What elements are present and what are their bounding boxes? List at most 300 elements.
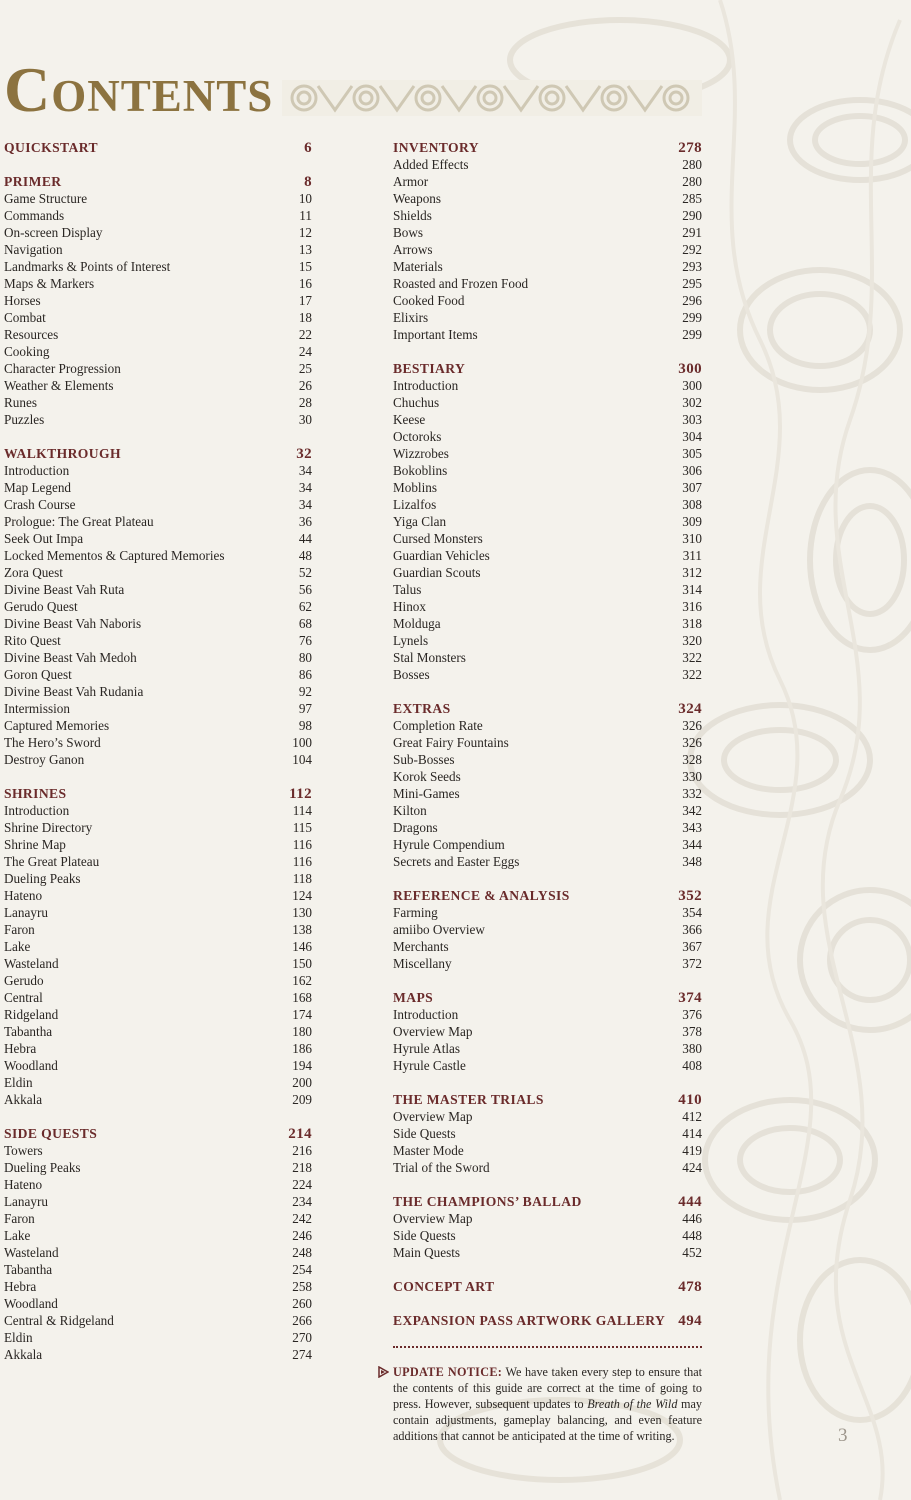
toc-entry[interactable]	[393, 1210, 702, 1227]
entry-page: 11	[299, 208, 312, 223]
entry-label: Cooked Food	[393, 293, 465, 308]
toc-entry[interactable]	[4, 666, 312, 683]
toc-entry[interactable]	[393, 1125, 702, 1142]
toc-section	[4, 445, 312, 768]
entry-label: Hebra	[4, 1279, 37, 1294]
toc-entry[interactable]	[4, 513, 312, 530]
toc-entry[interactable]	[393, 598, 702, 615]
toc-entry[interactable]	[393, 173, 702, 190]
notice-text-after: may contain adjustments, gameplay balancing, and even feature additions that cannot be anticipated at the time of writing.	[393, 1397, 703, 1443]
entry-page: 248	[292, 1245, 312, 1260]
toc-entry[interactable]	[4, 241, 312, 258]
toc-entry[interactable]	[4, 326, 312, 343]
entry-page: 30	[298, 412, 312, 427]
entry-label: Shrine Directory	[4, 820, 93, 835]
toc-entry[interactable]	[4, 1346, 312, 1363]
entry-page: 303	[682, 412, 702, 427]
entry-page: 246	[292, 1228, 312, 1243]
toc-entry[interactable]	[393, 1142, 702, 1159]
entry-label: Resources	[4, 327, 59, 342]
toc-entry[interactable]	[393, 921, 702, 938]
entry-label: Lake	[4, 1228, 31, 1243]
entry-label: Talus	[393, 582, 422, 597]
entry-label: Shrine Map	[4, 837, 66, 852]
section-heading[interactable]	[4, 139, 312, 156]
toc-section	[393, 989, 702, 1074]
toc-entry[interactable]	[4, 972, 312, 989]
toc-entry[interactable]	[4, 190, 312, 207]
entry-label: Lake	[4, 939, 31, 954]
section-heading[interactable]	[393, 1312, 702, 1329]
toc-entry[interactable]	[393, 207, 702, 224]
toc-entry[interactable]	[4, 955, 312, 972]
toc-entry[interactable]	[4, 530, 312, 547]
entry-page: 115	[292, 820, 312, 835]
entry-label: Destroy Ganon	[4, 752, 85, 767]
section-page: 6	[304, 140, 312, 156]
toc-entry[interactable]	[393, 445, 702, 462]
entry-page: 28	[298, 395, 312, 410]
entry-page: 18	[298, 310, 312, 325]
toc-entry[interactable]	[393, 615, 702, 632]
entry-label: Eldin	[4, 1330, 33, 1345]
toc-entry[interactable]	[393, 632, 702, 649]
entry-label: Hateno	[4, 888, 43, 903]
toc-entry[interactable]	[4, 1244, 312, 1261]
section-heading[interactable]	[393, 887, 702, 904]
entry-page: 34	[298, 497, 312, 512]
entry-page: 209	[292, 1092, 312, 1107]
entry-label: Armor	[393, 174, 429, 189]
toc-entry[interactable]	[4, 989, 312, 1006]
section-heading[interactable]	[393, 360, 702, 377]
entry-label: Guardian Scouts	[393, 565, 481, 580]
entry-label: Rito Quest	[4, 633, 61, 648]
entry-label: Introduction	[393, 1007, 459, 1022]
toc-entry[interactable]	[393, 462, 702, 479]
entry-page: 330	[682, 769, 702, 784]
toc-entry[interactable]	[393, 717, 702, 734]
toc-entry[interactable]	[4, 1210, 312, 1227]
toc-right-column	[393, 139, 702, 1346]
toc-entry[interactable]	[4, 1057, 312, 1074]
toc-entry[interactable]	[4, 700, 312, 717]
toc-entry[interactable]	[4, 462, 312, 479]
toc-entry[interactable]	[393, 581, 702, 598]
toc-entry[interactable]	[4, 717, 312, 734]
entry-page: 17	[298, 293, 312, 308]
entry-page: 322	[682, 650, 702, 665]
toc-entry[interactable]	[4, 1176, 312, 1193]
section-title: REFERENCE & ANALYSIS	[393, 888, 570, 903]
toc-entry[interactable]	[4, 479, 312, 496]
entry-page: 258	[292, 1279, 312, 1294]
toc-entry[interactable]	[4, 411, 312, 428]
toc-entry[interactable]	[393, 428, 702, 445]
toc-entry[interactable]	[4, 547, 312, 564]
entry-page: 295	[682, 276, 702, 291]
toc-entry[interactable]	[4, 836, 312, 853]
entry-label: Game Structure	[4, 191, 88, 206]
entry-label: Akkala	[4, 1092, 43, 1107]
toc-entry[interactable]	[393, 513, 702, 530]
toc-entry[interactable]	[4, 224, 312, 241]
entry-page: 408	[682, 1058, 702, 1073]
toc-entry[interactable]	[4, 1040, 312, 1057]
section-page: 410	[678, 1092, 702, 1108]
entry-label: Puzzles	[4, 412, 45, 427]
entry-page: 116	[292, 854, 312, 869]
section-title: THE CHAMPIONS’ BALLAD	[393, 1194, 582, 1209]
section-title: THE MASTER TRIALS	[393, 1092, 544, 1107]
toc-section	[393, 1193, 702, 1261]
toc-entry[interactable]	[393, 853, 702, 870]
toc-entry[interactable]	[393, 1057, 702, 1074]
toc-section	[393, 1091, 702, 1176]
entry-page: 309	[682, 514, 702, 529]
toc-entry[interactable]	[4, 1295, 312, 1312]
entry-page: 310	[682, 531, 702, 546]
toc-entry[interactable]	[4, 292, 312, 309]
entry-label: Important Items	[393, 327, 478, 342]
entry-label: Moblins	[393, 480, 437, 495]
entry-page: 186	[292, 1041, 312, 1056]
entry-label: Arrows	[393, 242, 433, 257]
toc-entry[interactable]	[4, 870, 312, 887]
entry-page: 304	[682, 429, 702, 444]
entry-page: 412	[682, 1109, 702, 1124]
entry-label: Maps & Markers	[4, 276, 95, 291]
entry-page: 322	[682, 667, 702, 682]
entry-label: Runes	[4, 395, 37, 410]
toc-entry[interactable]	[393, 751, 702, 768]
entry-page: 98	[298, 718, 312, 733]
entry-label: Wizzrobes	[393, 446, 449, 461]
toc-entry[interactable]	[393, 275, 702, 292]
entry-label: Horses	[4, 293, 41, 308]
entry-page: 13	[298, 242, 312, 257]
entry-label: Octoroks	[393, 429, 442, 444]
entry-label: amiibo Overview	[393, 922, 485, 937]
toc-entry[interactable]	[393, 530, 702, 547]
toc-entry[interactable]	[4, 904, 312, 921]
toc-entry[interactable]	[4, 1023, 312, 1040]
section-page: 494	[678, 1313, 702, 1329]
toc-entry[interactable]	[4, 632, 312, 649]
entry-label: Faron	[4, 1211, 35, 1226]
entry-label: Shields	[393, 208, 432, 223]
entry-page: 300	[682, 378, 702, 393]
toc-entry[interactable]	[4, 683, 312, 700]
toc-entry[interactable]	[393, 802, 702, 819]
toc-entry[interactable]	[393, 1159, 702, 1176]
entry-label: Elixirs	[393, 310, 429, 325]
toc-entry[interactable]	[4, 377, 312, 394]
entry-page: 234	[292, 1194, 312, 1209]
entry-label: Navigation	[4, 242, 63, 257]
entry-label: Dueling Peaks	[4, 871, 81, 886]
entry-page: 372	[682, 956, 702, 971]
toc-entry[interactable]	[393, 734, 702, 751]
entry-label: Yiga Clan	[393, 514, 447, 529]
section-heading[interactable]	[393, 1091, 702, 1108]
toc-entry[interactable]	[4, 564, 312, 581]
toc-entry[interactable]	[393, 1227, 702, 1244]
toc-entry[interactable]	[393, 292, 702, 309]
entry-label: Guardian Vehicles	[393, 548, 490, 563]
toc-entry[interactable]	[4, 734, 312, 751]
entry-label: Hyrule Atlas	[393, 1041, 461, 1056]
toc-entry[interactable]	[4, 615, 312, 632]
section-page: 352	[678, 888, 702, 904]
toc-entry[interactable]	[4, 581, 312, 598]
toc-entry[interactable]	[4, 1312, 312, 1329]
section-heading[interactable]	[393, 700, 702, 717]
entry-page: 16	[298, 276, 312, 291]
toc-entry[interactable]	[4, 649, 312, 666]
notice-text-before: We have taken every step to ensure that the contents of this guide are correct at the time of going to press. However, subsequent updates to	[393, 1365, 702, 1411]
toc-entry[interactable]	[4, 853, 312, 870]
section-heading[interactable]	[393, 139, 702, 156]
entry-label: Combat	[4, 310, 46, 325]
toc-entry[interactable]	[4, 938, 312, 955]
entry-page: 419	[682, 1143, 702, 1158]
toc-entry[interactable]	[4, 1278, 312, 1295]
toc-section	[393, 139, 702, 343]
toc-entry[interactable]	[4, 1142, 312, 1159]
toc-entry[interactable]	[393, 819, 702, 836]
toc-entry[interactable]	[393, 649, 702, 666]
entry-label: Side Quests	[393, 1228, 456, 1243]
toc-entry[interactable]	[4, 1329, 312, 1346]
section-heading[interactable]	[393, 1193, 702, 1210]
section-title: INVENTORY	[393, 140, 479, 155]
entry-page: 448	[682, 1228, 702, 1243]
toc-entry[interactable]	[4, 1091, 312, 1108]
section-heading[interactable]	[4, 445, 312, 462]
entry-page: 218	[292, 1160, 312, 1175]
entry-page: 174	[292, 1007, 312, 1022]
toc-entry[interactable]	[4, 275, 312, 292]
entry-label: Secrets and Easter Eggs	[393, 854, 520, 869]
toc-entry[interactable]	[4, 819, 312, 836]
section-title: WALKTHROUGH	[4, 446, 121, 461]
toc-entry[interactable]	[4, 1261, 312, 1278]
entry-page: 292	[682, 242, 702, 257]
toc-entry[interactable]	[4, 309, 312, 326]
toc-entry[interactable]	[393, 156, 702, 173]
entry-label: Dragons	[393, 820, 438, 835]
page-number: 3	[838, 1425, 848, 1446]
section-title: EXTRAS	[393, 701, 451, 716]
toc-entry[interactable]	[4, 1193, 312, 1210]
entry-page: 343	[682, 820, 702, 835]
toc-entry[interactable]	[4, 887, 312, 904]
toc-entry[interactable]	[393, 190, 702, 207]
entry-page: 291	[682, 225, 702, 240]
entry-page: 414	[682, 1126, 702, 1141]
entry-label: Farming	[393, 905, 438, 920]
entry-page: 376	[682, 1007, 702, 1022]
toc-entry[interactable]	[393, 547, 702, 564]
section-page: 32	[296, 446, 312, 462]
entry-page: 15	[298, 259, 312, 274]
entry-label: Master Mode	[393, 1143, 464, 1158]
entry-page: 124	[292, 888, 312, 903]
toc-entry[interactable]	[393, 955, 702, 972]
toc-entry[interactable]	[393, 479, 702, 496]
toc-section	[393, 1278, 702, 1295]
notice-arrow-icon	[378, 1366, 389, 1378]
entry-label: Keese	[393, 412, 426, 427]
entry-label: Overview Map	[393, 1024, 473, 1039]
toc-entry[interactable]	[393, 666, 702, 683]
entry-label: Lynels	[393, 633, 429, 648]
entry-page: 299	[682, 327, 702, 342]
toc-entry[interactable]	[4, 751, 312, 768]
toc-entry[interactable]	[393, 1023, 702, 1040]
entry-label: Hinox	[393, 599, 426, 614]
section-heading[interactable]	[4, 173, 312, 190]
entry-page: 22	[298, 327, 312, 342]
entry-page: 216	[292, 1143, 312, 1158]
section-heading[interactable]	[393, 989, 702, 1006]
entry-page: 366	[682, 922, 702, 937]
toc-entry[interactable]	[393, 309, 702, 326]
toc-entry[interactable]	[393, 377, 702, 394]
entry-label: Korok Seeds	[393, 769, 461, 784]
toc-entry[interactable]	[4, 921, 312, 938]
entry-label: On-screen Display	[4, 225, 103, 240]
entry-label: Bosses	[393, 667, 430, 682]
section-title: BESTIARY	[393, 361, 466, 376]
entry-page: 146	[292, 939, 312, 954]
entry-page: 307	[682, 480, 702, 495]
toc-section	[4, 139, 312, 156]
section-title: CONCEPT ART	[393, 1279, 495, 1294]
entry-label: Central	[4, 990, 43, 1005]
entry-page: 162	[292, 973, 312, 988]
section-heading[interactable]	[4, 1125, 312, 1142]
toc-entry[interactable]	[393, 224, 702, 241]
section-heading[interactable]	[4, 785, 312, 802]
entry-label: Character Progression	[4, 361, 121, 376]
toc-entry[interactable]	[4, 343, 312, 360]
section-page: 444	[678, 1194, 702, 1210]
entry-page: 348	[682, 854, 702, 869]
toc-entry[interactable]	[4, 802, 312, 819]
entry-page: 34	[298, 463, 312, 478]
toc-entry[interactable]	[4, 1006, 312, 1023]
entry-page: 424	[682, 1160, 702, 1175]
entry-page: 114	[292, 803, 312, 818]
entry-label: Hebra	[4, 1041, 37, 1056]
toc-entry[interactable]	[393, 836, 702, 853]
entry-page: 44	[298, 531, 312, 546]
entry-label: Weather & Elements	[4, 378, 114, 393]
toc-section	[4, 785, 312, 1108]
entry-page: 52	[298, 565, 312, 580]
entry-label: Zora Quest	[4, 565, 63, 580]
section-heading[interactable]	[393, 1278, 702, 1295]
entry-label: Divine Beast Vah Ruta	[4, 582, 125, 597]
entry-label: Mini-Games	[393, 786, 460, 801]
section-page: 8	[304, 174, 312, 190]
entry-label: Roasted and Frozen Food	[393, 276, 529, 291]
entry-page: 290	[682, 208, 702, 223]
toc-section	[4, 1125, 312, 1363]
entry-label: Divine Beast Vah Rudania	[4, 684, 144, 699]
toc-entry[interactable]	[4, 258, 312, 275]
toc-entry[interactable]	[393, 1040, 702, 1057]
entry-page: 320	[682, 633, 702, 648]
toc-entry[interactable]	[393, 394, 702, 411]
entry-label: Merchants	[393, 939, 449, 954]
entry-page: 354	[682, 905, 702, 920]
toc-entry[interactable]	[393, 904, 702, 921]
entry-label: Tabantha	[4, 1262, 53, 1277]
entry-label: Completion Rate	[393, 718, 483, 733]
toc-entry[interactable]	[393, 785, 702, 802]
entry-label: Sub-Bosses	[393, 752, 455, 767]
toc-entry[interactable]	[393, 938, 702, 955]
entry-label: Faron	[4, 922, 35, 937]
toc-entry[interactable]	[4, 394, 312, 411]
toc-section	[393, 1312, 702, 1329]
entry-page: 326	[682, 735, 702, 750]
entry-label: Hyrule Compendium	[393, 837, 505, 852]
toc-entry[interactable]	[4, 207, 312, 224]
entry-label: Miscellany	[393, 956, 452, 971]
entry-label: Dueling Peaks	[4, 1160, 81, 1175]
entry-page: 76	[298, 633, 312, 648]
toc-entry[interactable]	[393, 564, 702, 581]
toc-entry[interactable]	[4, 360, 312, 377]
toc-entry[interactable]	[393, 411, 702, 428]
toc-section	[393, 700, 702, 870]
toc-entry[interactable]	[393, 1244, 702, 1261]
toc-entry[interactable]	[393, 241, 702, 258]
toc-entry[interactable]	[4, 496, 312, 513]
toc-entry[interactable]	[4, 1074, 312, 1091]
entry-page: 34	[298, 480, 312, 495]
toc-entry[interactable]	[393, 326, 702, 343]
entry-label: Towers	[4, 1143, 43, 1158]
entry-label: Crash Course	[4, 497, 76, 512]
section-page: 374	[678, 990, 702, 1006]
entry-page: 242	[292, 1211, 312, 1226]
toc-entry[interactable]	[393, 768, 702, 785]
page-title: Contents	[4, 54, 274, 125]
toc-entry[interactable]	[393, 1108, 702, 1125]
entry-page: 308	[682, 497, 702, 512]
toc-entry[interactable]	[4, 1227, 312, 1244]
entry-page: 12	[298, 225, 312, 240]
entry-page: 86	[298, 667, 312, 682]
entry-page: 326	[682, 718, 702, 733]
toc-entry[interactable]	[4, 598, 312, 615]
section-page: 478	[678, 1279, 702, 1295]
toc-entry[interactable]	[393, 258, 702, 275]
entry-page: 446	[682, 1211, 702, 1226]
toc-entry[interactable]	[4, 1159, 312, 1176]
entry-label: Side Quests	[393, 1126, 456, 1141]
entry-label: Stal Monsters	[393, 650, 466, 665]
entry-label: Chuchus	[393, 395, 440, 410]
entry-page: 296	[682, 293, 702, 308]
toc-entry[interactable]	[393, 496, 702, 513]
toc-entry[interactable]	[393, 1006, 702, 1023]
